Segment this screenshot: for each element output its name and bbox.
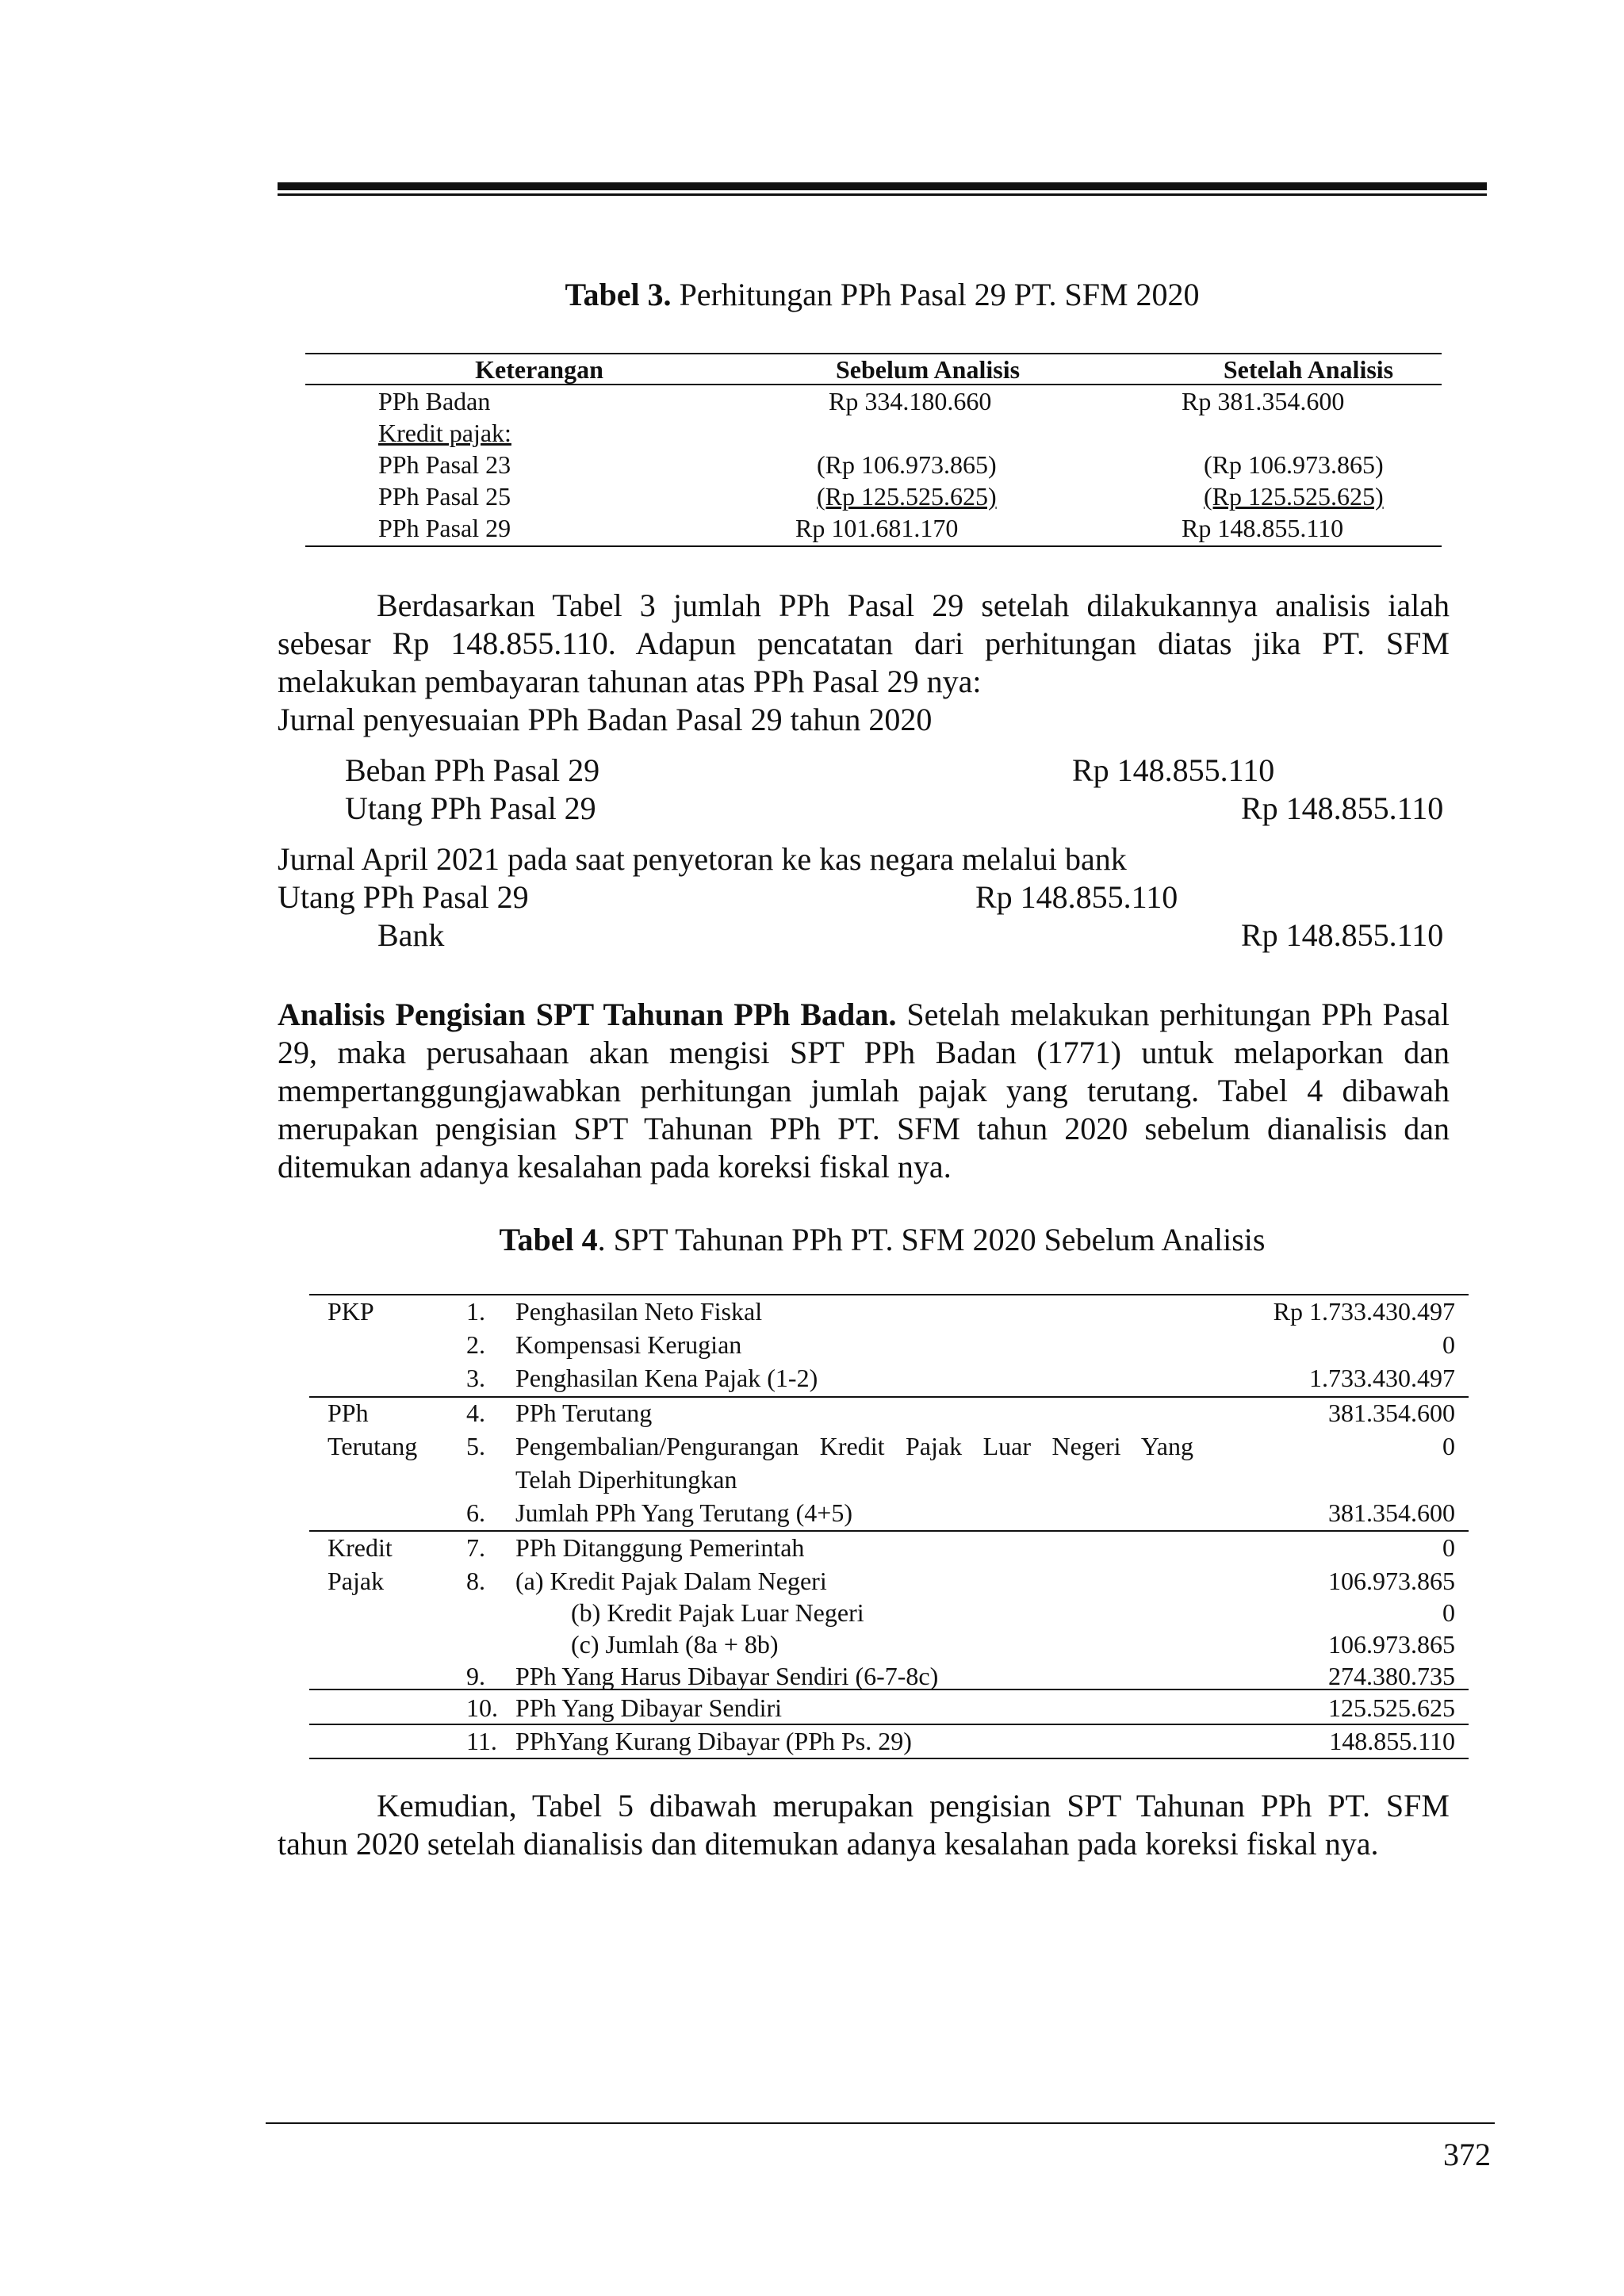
- table4-group-pph: Terutang: [327, 1432, 418, 1460]
- table4-row-desc: PPh Ditanggung Pemerintah: [515, 1533, 805, 1562]
- table4-row-value: 274.380.735: [1328, 1662, 1455, 1690]
- paragraph-line: tahun 2020 setelah dianalisis dan ditemukan adanya kesalahan pada koreksi fiskal nya.: [278, 1826, 1379, 1862]
- table4-row-value: 106.973.865: [1328, 1630, 1455, 1659]
- table4-row-number: 2.: [466, 1330, 485, 1359]
- table4-row-desc: (b) Kredit Pajak Luar Negeri: [571, 1598, 864, 1627]
- table4-bottom-rule: [309, 1758, 1469, 1759]
- table3-row-label: PPh Pasal 25: [378, 482, 511, 511]
- table4-row-desc: PPh Yang Dibayar Sendiri: [515, 1693, 783, 1722]
- paragraph-line: ditemukan adanya kesalahan pada koreksi fiskal nya.: [278, 1149, 952, 1184]
- table4-group-rule: [309, 1396, 430, 1398]
- table3-caption-label: Tabel 3.: [565, 277, 672, 312]
- section-heading-rest: Setelah melakukan perhitungan PPh Pasal: [896, 997, 1450, 1032]
- table3-header-setelah: Setelah Analisis: [1223, 355, 1394, 384]
- table4-row-number: 10.: [466, 1693, 498, 1722]
- table3-caption-text: Perhitungan PPh Pasal 29 PT. SFM 2020: [671, 277, 1200, 312]
- table4-row-desc: (c) Jumlah (8a + 8b): [571, 1630, 779, 1659]
- table3-header-sebelum: Sebelum Analisis: [835, 355, 1021, 384]
- paragraph-line: merupakan pengisian SPT Tahunan PPh PT. SFM tahun 2020 sebelum dianalisis dan: [278, 1111, 1450, 1146]
- journal2-title: Jurnal April 2021 pada saat penyetoran ke kas negara melalui bank: [278, 841, 1127, 877]
- table4-row-number: 4.: [466, 1399, 485, 1427]
- table4-row-value: 1.733.430.497: [1309, 1364, 1455, 1392]
- table4-group-pph: PPh: [327, 1399, 369, 1427]
- table4-caption-text: . SPT Tahunan PPh PT. SFM 2020 Sebelum Analisis: [597, 1222, 1266, 1257]
- table4-row-value: 381.354.600: [1328, 1498, 1455, 1527]
- table3-row-after: (Rp 125.525.625): [1204, 482, 1384, 511]
- table4-group-rule: [309, 1530, 430, 1532]
- table3-row-after: (Rp 106.973.865): [1204, 450, 1384, 479]
- table4-group-kredit: Pajak: [327, 1567, 385, 1595]
- table4-row-number: 11.: [466, 1727, 497, 1755]
- table4-row-desc: Telah Diperhitungkan: [515, 1465, 737, 1494]
- table4-row-desc: Jumlah PPh Yang Terutang (4+5): [515, 1498, 852, 1527]
- table4-group-pkp: PKP: [327, 1297, 374, 1326]
- journal2-debit-label: Utang PPh Pasal 29: [278, 879, 529, 915]
- paragraph-line: sebesar Rp 148.855.110. Adapun pencatatan dari perhitungan diatas jika PT. SFM: [278, 626, 1450, 661]
- journal1-credit-label: Utang PPh Pasal 29: [345, 790, 596, 826]
- journal1-debit-amount: Rp 148.855.110: [1072, 752, 1275, 788]
- paragraph-line: melakukan pembayaran tahunan atas PPh Pasal 29 nya:: [278, 664, 982, 699]
- table4-row-value: 125.525.625: [1328, 1693, 1455, 1722]
- table3-row-after: Rp 381.354.600: [1182, 387, 1345, 415]
- paragraph-line: 29, maka perusahaan akan mengisi SPT PPh Badan (1771) untuk melaporkan dan: [278, 1035, 1450, 1070]
- journal2-credit-label: Bank: [377, 917, 445, 953]
- table4-row-desc: Pengembalian/Pengurangan Kredit Pajak Luar Negeri Yang: [515, 1432, 1193, 1460]
- table4-row-desc: PPh Terutang: [515, 1399, 653, 1427]
- table4-row-value: 0: [1442, 1330, 1455, 1359]
- journal2-credit-amount: Rp 148.855.110: [1241, 917, 1444, 953]
- table4-row-number: 6.: [466, 1498, 485, 1527]
- table4-row-number: 8.: [466, 1567, 485, 1595]
- journal1-debit-label: Beban PPh Pasal 29: [345, 752, 600, 788]
- header-rule-thin: [278, 193, 1487, 196]
- table3-row-label: PPh Badan: [378, 387, 491, 415]
- table4-row-number: 9.: [466, 1662, 485, 1690]
- table3-row-before: Rp 334.180.660: [829, 387, 992, 415]
- table3-row-after: Rp 148.855.110: [1182, 514, 1344, 542]
- table3-bottom-rule: [305, 545, 1442, 547]
- table3-header-keterangan: Keterangan: [475, 355, 603, 384]
- table4-caption: [278, 1221, 1487, 1259]
- table4-group-rule: [309, 1689, 430, 1690]
- table4-row-value: Rp 1.733.430.497: [1273, 1297, 1455, 1326]
- table4-row-number: 3.: [466, 1364, 485, 1392]
- footer-rule: [266, 2122, 1495, 2124]
- table4-row-value: 381.354.600: [1328, 1399, 1455, 1427]
- paragraph-line: Kemudian, Tabel 5 dibawah merupakan pengisian SPT Tahunan PPh PT. SFM: [377, 1788, 1450, 1823]
- table4-row-desc: PPhYang Kurang Dibayar (PPh Ps. 29): [515, 1727, 912, 1755]
- paragraph-line: Jurnal penyesuaian PPh Badan Pasal 29 tahun 2020: [278, 702, 933, 737]
- table4-row-desc: Kompensasi Kerugian: [515, 1330, 742, 1359]
- journal1-credit-amount: Rp 148.855.110: [1241, 790, 1444, 826]
- table4-row-value: 148.855.110: [1329, 1727, 1455, 1755]
- table3-row-label: PPh Pasal 29: [378, 514, 511, 542]
- table4-row-value: 0: [1442, 1598, 1455, 1627]
- table3-row-label: PPh Pasal 23: [378, 450, 511, 479]
- journal2-debit-amount: Rp 148.855.110: [975, 879, 1178, 915]
- table4-row-desc: Penghasilan Neto Fiskal: [515, 1297, 763, 1326]
- table3-row-before: (Rp 106.973.865): [817, 450, 997, 479]
- table3-row-label: Kredit pajak:: [378, 419, 511, 447]
- section-heading: Analisis Pengisian SPT Tahunan PPh Badan.: [278, 997, 897, 1032]
- table4-group-kredit: Kredit: [327, 1533, 393, 1562]
- page-number: 372: [1443, 2137, 1491, 2172]
- table4-row-number: 7.: [466, 1533, 485, 1562]
- table4-row-value: 106.973.865: [1328, 1567, 1455, 1595]
- paragraph-line: mempertanggungjawabkan perhitungan jumlah pajak yang terutang. Tabel 4 dibawah: [278, 1073, 1450, 1108]
- table4-row-number: 5.: [466, 1432, 485, 1460]
- table4-row-desc: Penghasilan Kena Pajak (1-2): [515, 1364, 818, 1392]
- table4-row-desc: (a) Kredit Pajak Dalam Negeri: [515, 1567, 827, 1595]
- table3-row-before: (Rp 125.525.625): [817, 482, 997, 511]
- table4-row-number: 1.: [466, 1297, 485, 1326]
- table4-row-desc: PPh Yang Harus Dibayar Sendiri (6-7-8c): [515, 1662, 939, 1690]
- paragraph-line: Berdasarkan Tabel 3 jumlah PPh Pasal 29 setelah dilakukannya analisis ialah: [377, 587, 1450, 623]
- table4-row-value: 0: [1442, 1432, 1455, 1460]
- table3-caption: [278, 276, 1487, 314]
- table4-caption-label: Tabel 4: [499, 1222, 598, 1257]
- section-first-line: [278, 996, 1450, 1034]
- table3-row-before: Rp 101.681.170: [795, 514, 959, 542]
- header-rule-thick: [278, 182, 1487, 190]
- table4-row-value: 0: [1442, 1533, 1455, 1562]
